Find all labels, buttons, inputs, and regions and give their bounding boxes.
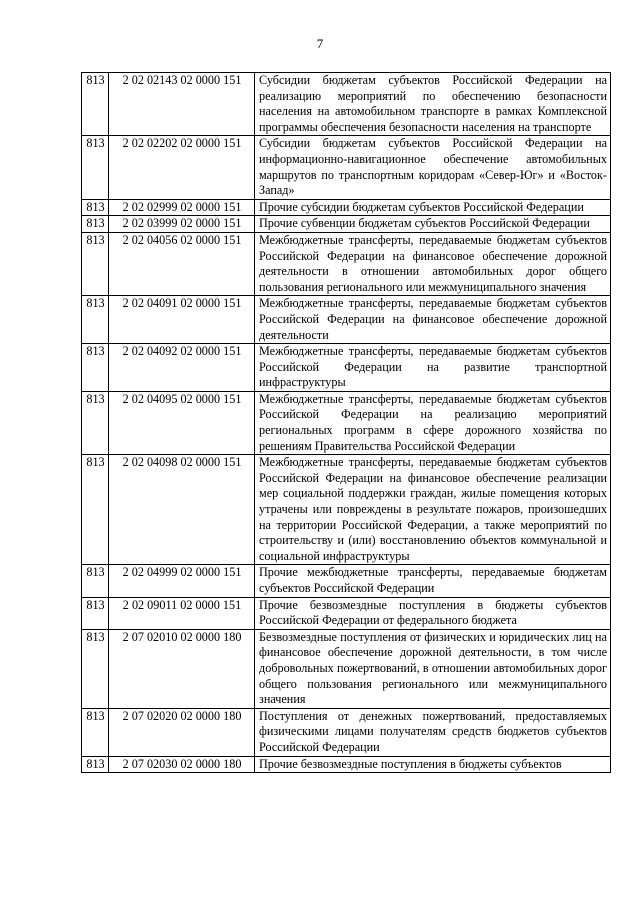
revenue-codes-table xyxy=(81,72,611,773)
table-row xyxy=(82,597,611,629)
revenue-name-cell: Межбюджетные трансферты, передаваемые бюджетам субъектов Российской Федерации на реализацию мероприятий региональных программ в сфере дорожного хозяйства по решениям Правительства Российской Федерации xyxy=(255,391,611,454)
revenue-name-cell: Субсидии бюджетам субъектов Российской Федерации на реализацию мероприятий по обеспечению безопасности населения на автомобильном транспорте в рамках Комплексной программы обеспечения безопасности населения на транспорте xyxy=(255,73,611,136)
admin-code-cell: 813 xyxy=(82,344,109,392)
admin-code-cell: 813 xyxy=(82,73,109,136)
revenue-code-cell: 2 02 03999 02 0000 151 xyxy=(109,216,255,233)
revenue-name-cell: Прочие межбюджетные трансферты, передаваемые бюджетам субъектов Российской Федерации xyxy=(255,565,611,597)
admin-code-cell: 813 xyxy=(82,708,109,756)
revenue-code-cell: 2 02 02143 02 0000 151 xyxy=(109,73,255,136)
admin-code-cell: 813 xyxy=(82,232,109,295)
admin-code-cell: 813 xyxy=(82,629,109,708)
revenue-code-cell: 2 07 02020 02 0000 180 xyxy=(109,708,255,756)
revenue-code-cell: 2 02 04056 02 0000 151 xyxy=(109,232,255,295)
revenue-code-cell: 2 02 04091 02 0000 151 xyxy=(109,296,255,344)
revenue-code-cell: 2 07 02010 02 0000 180 xyxy=(109,629,255,708)
revenue-name-cell: Прочие субсидии бюджетам субъектов Российской Федерации xyxy=(255,199,611,216)
table-row xyxy=(82,232,611,295)
admin-code-cell: 813 xyxy=(82,565,109,597)
revenue-name-cell: Прочие субвенции бюджетам субъектов Российской Федерации xyxy=(255,216,611,233)
revenue-name-cell: Поступления от денежных пожертвований, предоставляемых физическими лицами получателям средств бюджетов субъектов Российской Федерации xyxy=(255,708,611,756)
revenue-code-cell: 2 02 02999 02 0000 151 xyxy=(109,199,255,216)
revenue-name-cell: Межбюджетные трансферты, передаваемые бюджетам субъектов Российской Федерации на финансовое обеспечение дорожной деятельности в отношении автомобильных дорог общего пользования регионального или межмуниципального значения xyxy=(255,232,611,295)
revenue-name-cell: Межбюджетные трансферты, передаваемые бюджетам субъектов Российской Федерации на финансовое обеспечение реализации мер социальной поддержки граждан, жилые помещения которых утрачены или повреждены в результате пожаров, произошедших на территории Российской Федерации, а также мероприятий по строительству и (или) восстановлению объектов коммунальной и социальной инфраструктуры xyxy=(255,455,611,565)
revenue-name-cell: Субсидии бюджетам субъектов Российской Федерации на информационно-навигационное обеспечение автомобильных маршрутов по транспортным коридорам «Север-Юг» и «Восток-Запад» xyxy=(255,136,611,199)
table-row xyxy=(82,344,611,392)
table-row xyxy=(82,629,611,708)
admin-code-cell: 813 xyxy=(82,391,109,454)
table-row xyxy=(82,73,611,136)
revenue-name-cell: Межбюджетные трансферты, передаваемые бюджетам субъектов Российской Федерации на развитие транспортной инфраструктуры xyxy=(255,344,611,392)
table-row xyxy=(82,565,611,597)
revenue-name-cell: Прочие безвозмездные поступления в бюджеты субъектов xyxy=(255,756,611,773)
admin-code-cell: 813 xyxy=(82,216,109,233)
admin-code-cell: 813 xyxy=(82,199,109,216)
admin-code-cell: 813 xyxy=(82,136,109,199)
table-row xyxy=(82,391,611,454)
admin-code-cell: 813 xyxy=(82,597,109,629)
revenue-code-cell: 2 02 09011 02 0000 151 xyxy=(109,597,255,629)
revenue-name-cell: Безвозмездные поступления от физических и юридических лиц на финансовое обеспечение дорожной деятельности, в том числе добровольных пожертвований, в отношении автомобильных дорог общего пользования регионального или межмуниципального значения xyxy=(255,629,611,708)
table-row xyxy=(82,216,611,233)
revenue-code-cell: 2 02 04092 02 0000 151 xyxy=(109,344,255,392)
revenue-code-cell: 2 02 04098 02 0000 151 xyxy=(109,455,255,565)
revenue-code-cell: 2 02 02202 02 0000 151 xyxy=(109,136,255,199)
table-row xyxy=(82,199,611,216)
revenue-name-cell: Межбюджетные трансферты, передаваемые бюджетам субъектов Российской Федерации на финансовое обеспечение дорожной деятельности xyxy=(255,296,611,344)
revenue-code-cell: 2 02 04095 02 0000 151 xyxy=(109,391,255,454)
table-row xyxy=(82,708,611,756)
table-row xyxy=(82,455,611,565)
table-row xyxy=(82,296,611,344)
table-row xyxy=(82,136,611,199)
page-number: 7 xyxy=(316,36,324,51)
admin-code-cell: 813 xyxy=(82,756,109,773)
revenue-code-cell: 2 02 04999 02 0000 151 xyxy=(109,565,255,597)
table-row xyxy=(82,756,611,773)
revenue-code-cell: 2 07 02030 02 0000 180 xyxy=(109,756,255,773)
admin-code-cell: 813 xyxy=(82,455,109,565)
revenue-name-cell: Прочие безвозмездные поступления в бюджеты субъектов Российской Федерации от федерального бюджета xyxy=(255,597,611,629)
admin-code-cell: 813 xyxy=(82,296,109,344)
